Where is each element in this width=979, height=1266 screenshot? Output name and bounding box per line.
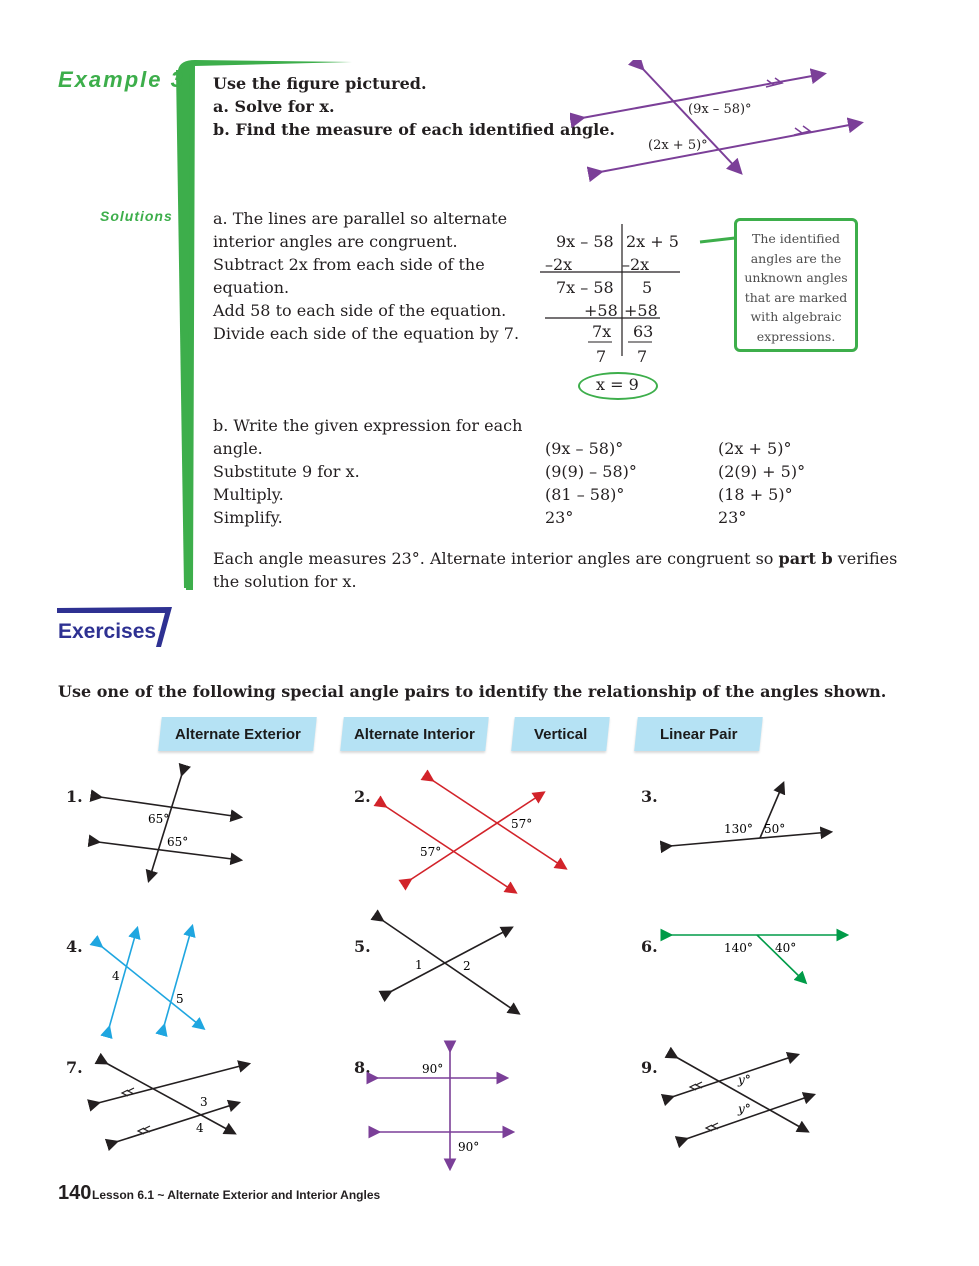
fig3-label-1: 130° <box>724 822 753 836</box>
fig5-label-2: 2 <box>463 959 471 973</box>
figure-6 <box>670 935 846 982</box>
figure-3 <box>670 784 830 846</box>
fig7-label-2: 4 <box>196 1121 204 1135</box>
fig6-label-2: 40° <box>775 941 797 955</box>
solutions-title: Solutions <box>100 208 173 224</box>
sol-a-line-6: Divide each side of the equation by 7. <box>213 324 520 343</box>
col2-row2: (2(9) + 5)° <box>718 462 806 481</box>
col1-row1: (9x – 58)° <box>545 439 624 458</box>
work-l1-right: 2x + 5 <box>626 232 679 251</box>
fig4-label-2: 5 <box>176 992 184 1006</box>
fig9-label-1: y° <box>738 1073 751 1087</box>
exercises-instruction: Use one of the following special angle pairs to identify the relationship of the angles shown. <box>58 682 887 701</box>
col2-row3: (18 + 5)° <box>718 485 793 504</box>
choice-alternate-interior: Alternate Interior <box>340 717 489 751</box>
fig2-label-1: 57° <box>511 817 533 831</box>
col1-row2: (9(9) – 58)° <box>545 462 637 481</box>
sol-b-line-3: Substitute 9 for x. <box>213 462 360 481</box>
work-l2-left: –2x <box>545 255 573 274</box>
example-part-a: a. Solve for x. <box>213 97 335 116</box>
sol-a-line-2: interior angles are congruent. <box>213 232 458 251</box>
sol-a-line-3: Subtract 2x from each side of the <box>213 255 485 274</box>
fig6-label-1: 140° <box>724 941 753 955</box>
page-number: 140 <box>58 1182 92 1204</box>
choice-vertical: Vertical <box>511 717 610 751</box>
conclusion-line-2: the solution for x. <box>213 572 357 591</box>
example-title: Example 3 <box>58 67 185 92</box>
col2-row4: 23° <box>718 508 747 527</box>
sol-b-line-4: Multiply. <box>213 485 284 504</box>
fig3-label-2: 50° <box>764 822 786 836</box>
figure-1 <box>98 774 240 880</box>
fig8-label-1: 90° <box>422 1062 444 1076</box>
figure-7 <box>98 1063 248 1142</box>
work-l2-right: –2x <box>622 255 650 274</box>
work-l4-right: +58 <box>624 301 658 320</box>
conclusion-line-1: Each angle measures 23°. Alternate interior angles are congruent so part b verifies <box>213 549 898 568</box>
col1-row4: 23° <box>545 508 574 527</box>
figure-9 <box>672 1055 813 1139</box>
exercise-3-number: 3. <box>641 787 658 806</box>
fig2-label-2: 57° <box>420 845 442 859</box>
lesson-title: Lesson 6.1 ~ Alternate Exterior and Interior Angles <box>92 1188 381 1202</box>
figure-5 <box>382 920 518 1013</box>
sol-b-line-1: b. Write the given expression for each <box>213 416 523 435</box>
exercises-title: Exercises <box>58 620 157 643</box>
exercise-8-number: 8. <box>354 1058 371 1077</box>
sol-a-line-4: equation. <box>213 278 290 297</box>
label-9x-58: (9x – 58)° <box>688 102 752 117</box>
sol-a-line-1: a. The lines are parallel so alternate <box>213 209 508 228</box>
fig9-label-2: y° <box>738 1102 751 1116</box>
exercise-2-number: 2. <box>354 787 371 806</box>
sol-b-line-2: angle. <box>213 439 263 458</box>
col1-row3: (81 – 58)° <box>545 485 625 504</box>
sol-b-line-5: Simplify. <box>213 508 283 527</box>
col2-row1: (2x + 5)° <box>718 439 792 458</box>
conclusion-bold: part b <box>778 549 833 568</box>
fig8-label-2: 90° <box>458 1140 480 1154</box>
fig1-label-2: 65° <box>167 835 189 849</box>
work-l3-left: 7x – 58 <box>556 278 614 297</box>
fig7-label-1: 3 <box>200 1095 208 1109</box>
example-prompt: Use the figure pictured. <box>213 74 427 93</box>
figure-2 <box>385 780 565 892</box>
fig4-label-1: 4 <box>112 969 120 983</box>
exercise-4-number: 4. <box>66 937 83 956</box>
work-l1-left: 9x – 58 <box>556 232 614 251</box>
example-part-b: b. Find the measure of each identified angle. <box>213 120 615 139</box>
choice-linear-pair: Linear Pair <box>634 717 763 751</box>
fig1-label-1: 65° <box>148 812 170 826</box>
exercise-7-number: 7. <box>66 1058 83 1077</box>
note-box: The identified angles are the unknown angles that are marked with algebraic expressions. <box>734 218 858 352</box>
work-l6-right: 7 <box>637 347 648 366</box>
choice-alternate-exterior: Alternate Exterior <box>158 717 317 751</box>
fig5-label-1: 1 <box>415 958 423 972</box>
work-l5-right: 63 <box>633 322 654 341</box>
label-2x-5: (2x + 5)° <box>648 138 708 153</box>
exercise-9-number: 9. <box>641 1058 658 1077</box>
work-l4-left: +58 <box>584 301 618 320</box>
exercise-1-number: 1. <box>66 787 83 806</box>
work-answer: x = 9 <box>596 375 639 394</box>
exercise-5-number: 5. <box>354 937 371 956</box>
figure-8 <box>376 1050 512 1168</box>
work-l5-left: 7x <box>592 322 612 341</box>
work-l3-right: 5 <box>642 278 653 297</box>
sol-a-line-5: Add 58 to each side of the equation. <box>213 301 507 320</box>
work-l6-left: 7 <box>596 347 607 366</box>
figure-4 <box>101 927 203 1028</box>
exercise-6-number: 6. <box>641 937 658 956</box>
